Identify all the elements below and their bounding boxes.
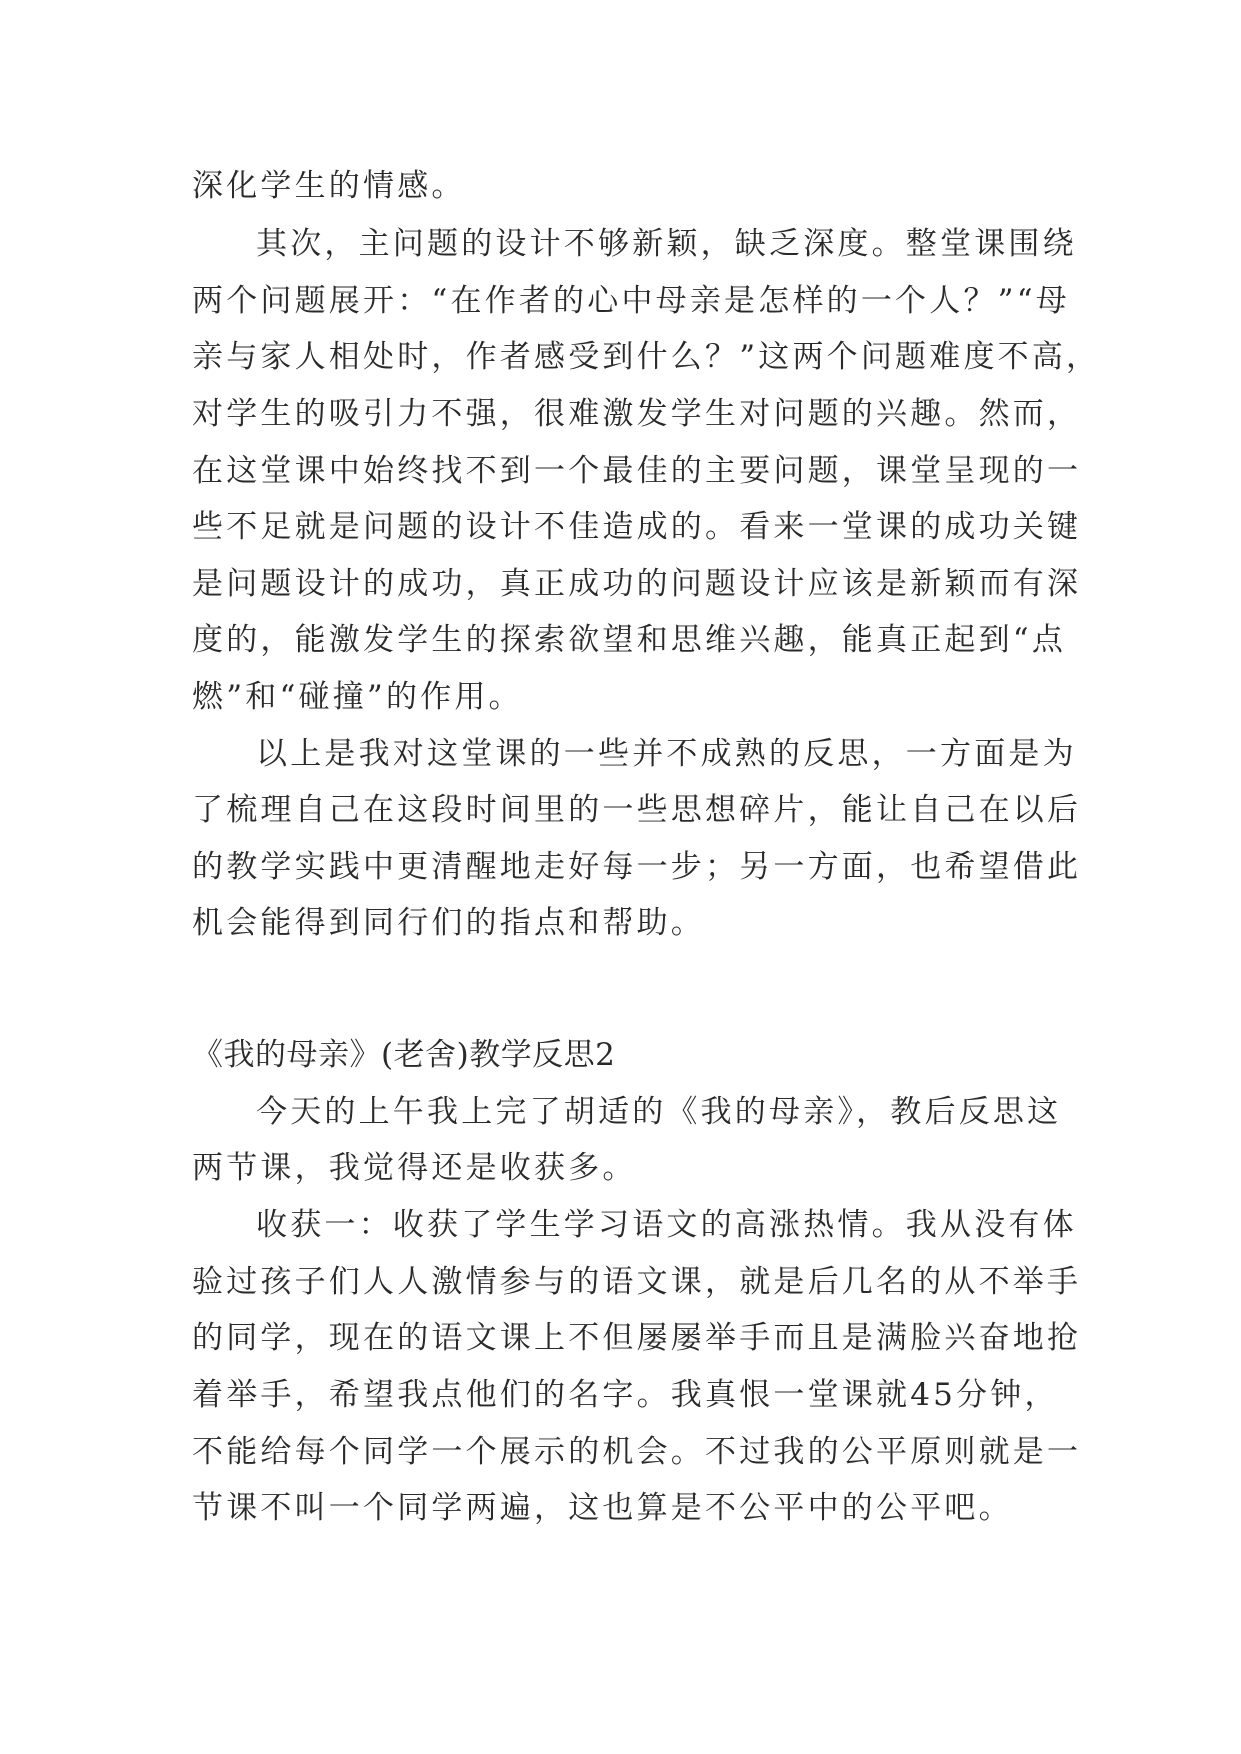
- text-line-5: 对学生的吸引力不强，很难激发学生对问题的兴趣。然而，: [192, 396, 1082, 432]
- text-line-8: 是问题设计的成功，真正成功的问题设计应该是新颖而有深: [192, 566, 1082, 602]
- text-line-6: 在这堂课中始终找不到一个最佳的主要问题，课堂呈现的一: [192, 453, 1082, 489]
- text-line-21: 着举手，希望我点他们的名字。我真恨一堂课就45分钟，: [192, 1377, 1059, 1413]
- text-line-20: 的同学，现在的语文课上不但屡屡举手而且是满脸兴奋地抢: [192, 1320, 1082, 1356]
- text-line-1: 深化学生的情感。: [192, 168, 466, 204]
- text-line-2: 其次，主问题的设计不够新颖，缺乏深度。整堂课围绕: [256, 226, 1077, 262]
- text-line-17: 两节课，我觉得还是收获多。: [192, 1150, 637, 1186]
- text-line-14: 机会能得到同行们的指点和帮助。: [192, 905, 705, 941]
- text-line-4: 亲与家人相处时，作者感受到什么？”这两个问题难度不高，: [192, 339, 1101, 375]
- text-line-23: 节课不叫一个同学两遍，这也算是不公平中的公平吧。: [192, 1490, 1013, 1526]
- text-line-3: 两个问题展开：“在作者的心中母亲是怎样的一个人？”“母: [192, 283, 1070, 319]
- section-heading: 《我的母亲》(老舍)教学反思2: [192, 1037, 616, 1073]
- text-line-9: 度的，能激发学生的探索欲望和思维兴趣，能真正起到“点: [192, 622, 1067, 658]
- text-line-18: 收获一：收获了学生学习语文的高涨热情。我从没有体: [256, 1207, 1077, 1243]
- text-line-16: 今天的上午我上完了胡适的《我的母亲》，教后反思这: [256, 1094, 1062, 1130]
- text-line-13: 的教学实践中更清醒地走好每一步；另一方面，也希望借此: [192, 849, 1082, 885]
- text-line-22: 不能给每个同学一个展示的机会。不过我的公平原则就是一: [192, 1434, 1082, 1470]
- text-line-12: 了梳理自己在这段时间里的一些思想碎片，能让自己在以后: [192, 792, 1082, 828]
- text-line-10: 燃”和“碰撞”的作用。: [192, 679, 523, 715]
- text-line-19: 验过孩子们人人激情参与的语文课，就是后几名的从不举手: [192, 1264, 1082, 1300]
- text-line-11: 以上是我对这堂课的一些并不成熟的反思，一方面是为: [256, 736, 1077, 772]
- text-line-7: 些不足就是问题的设计不佳造成的。看来一堂课的成功关键: [192, 509, 1082, 545]
